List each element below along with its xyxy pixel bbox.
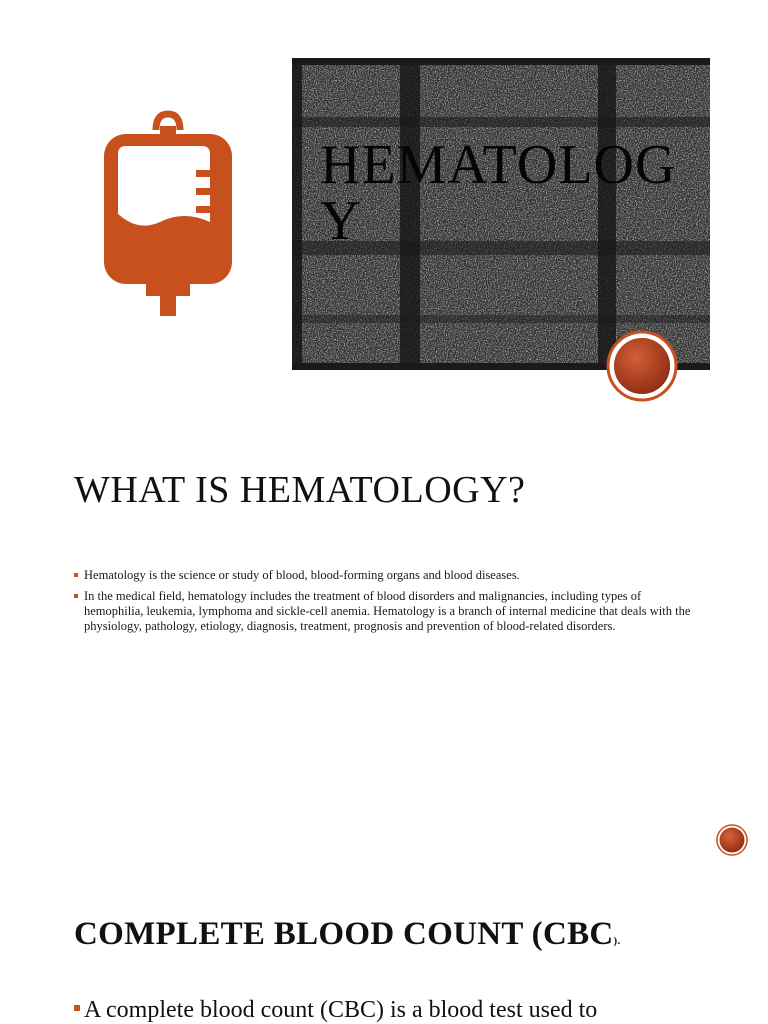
list-item	[74, 589, 694, 634]
bullet-icon	[74, 573, 78, 577]
slide-heading: WHAT IS HEMATOLOGY?	[74, 469, 526, 511]
bullet-text: In the medical field, hematology includes the treatment of blood disorders and malignancies, including types of hemophilia, leukemia, lymphoma and sickle-cell anemia. Hematology is a branch of internal medicine that deals with the physiology, pathology, etiology, diagnosis, treatment, prognosis and prevention of blood-related disorders.	[84, 589, 691, 633]
title-slide	[0, 0, 768, 420]
bullet-list	[74, 568, 694, 640]
cbc-slide	[0, 890, 768, 1024]
red-circle-badge-small	[716, 824, 748, 856]
bullet-text: Hematology is the science or study of blood, blood-forming organs and blood diseases.	[84, 568, 520, 582]
heading-main: COMPLETE BLOOD COUNT (CBC	[74, 916, 614, 952]
slide-title: HEMATOLOGY	[320, 134, 677, 252]
title-panel	[292, 58, 710, 370]
slide-heading-cbc	[74, 916, 621, 953]
red-circle-badge	[606, 330, 678, 402]
bullet-text: A complete blood count (CBC) is a blood test used to	[84, 997, 598, 1023]
bullet-icon	[74, 1005, 80, 1011]
heading-tail: ).	[613, 935, 621, 947]
what-is-hematology-slide	[0, 420, 768, 890]
list-item	[74, 568, 694, 583]
iv-blood-bag-icon	[98, 110, 238, 320]
cbc-bullet	[74, 996, 597, 1024]
bullet-icon	[74, 594, 78, 598]
